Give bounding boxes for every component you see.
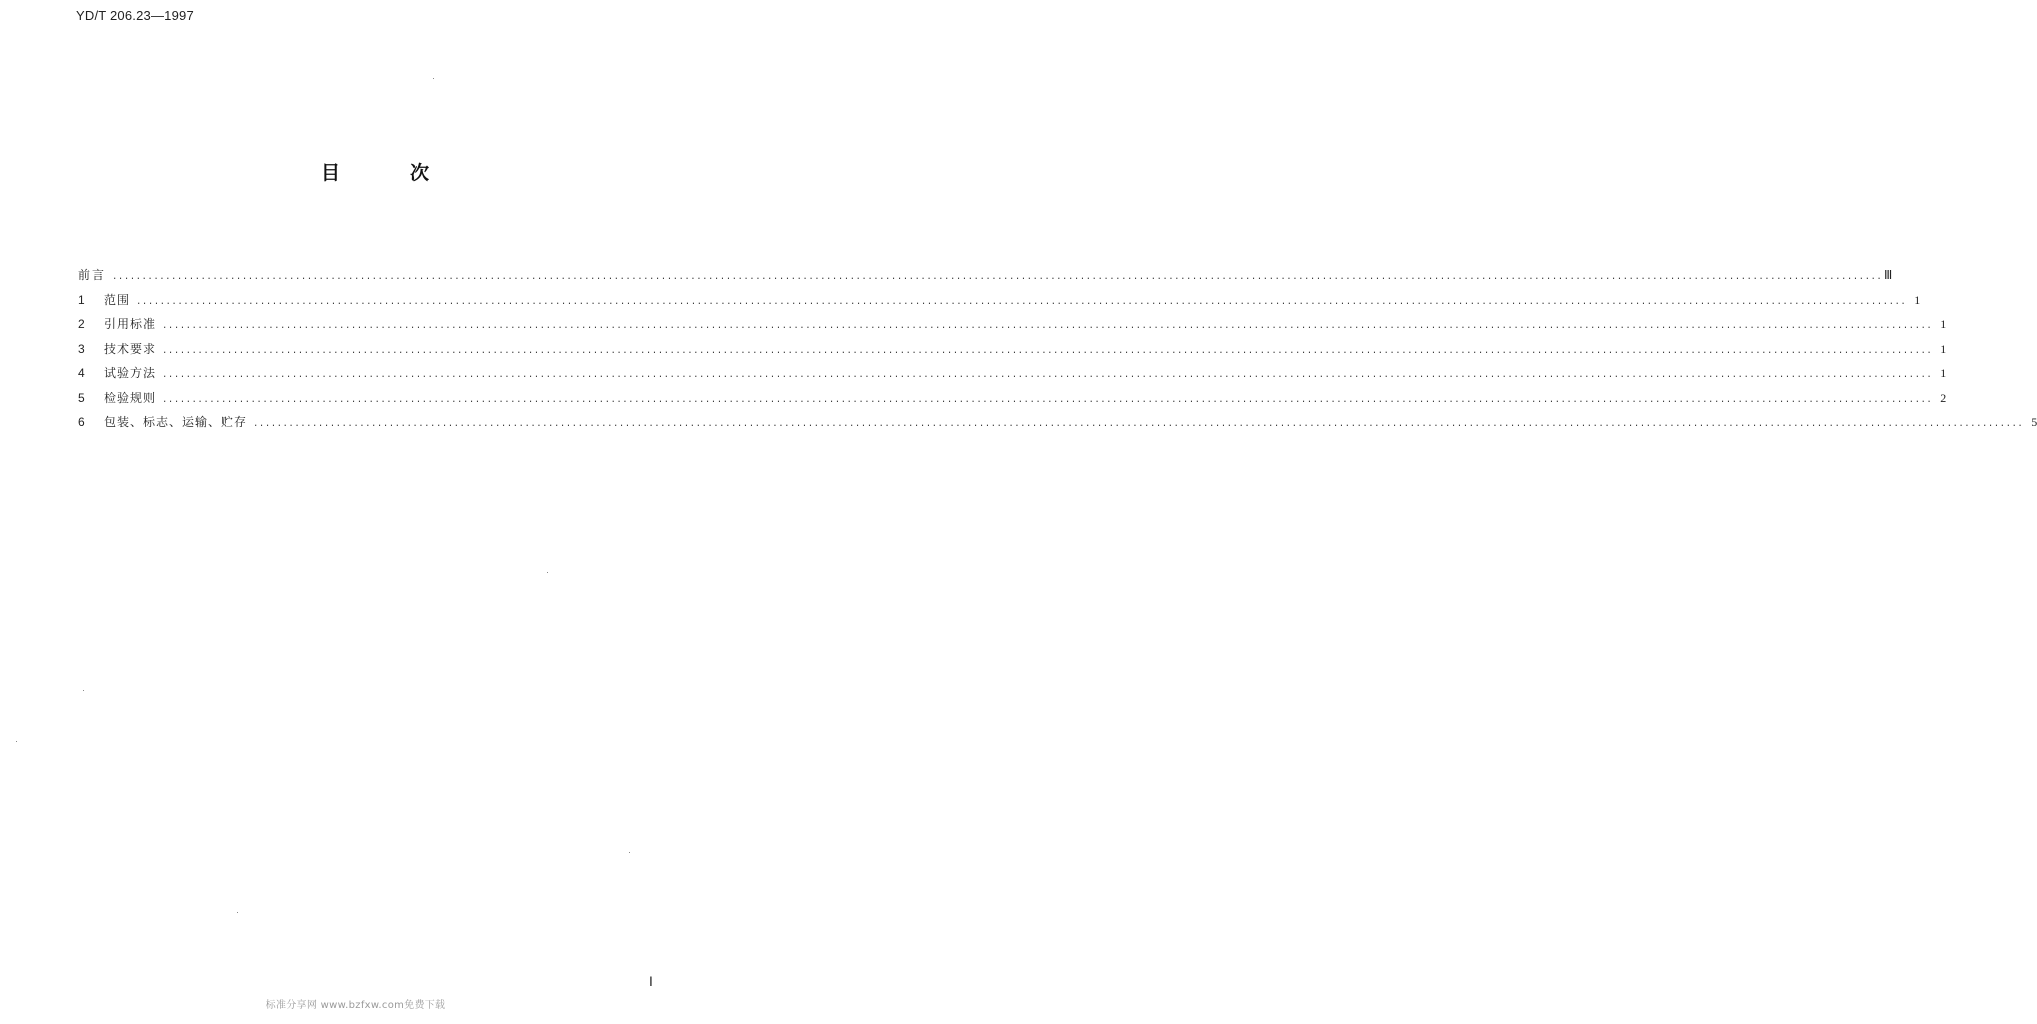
toc-dot-leader: ............................................................................................................................................................................................................................................................................................................	[136, 296, 1907, 307]
toc-entry-test-methods[interactable]	[78, 364, 1947, 389]
page-number: Ⅰ	[649, 974, 653, 989]
scan-speck	[547, 572, 548, 573]
toc-entry-number: 6	[78, 415, 85, 429]
toc-entry-number: 2	[78, 317, 85, 331]
toc-dot-leader: ............................................................................................................................................................................................................................................................................................................	[162, 345, 1933, 356]
page-title	[0, 158, 711, 188]
toc-entry-page: 1	[1940, 341, 1947, 356]
toc-entry-normative-references[interactable]	[78, 315, 1947, 340]
toc-entry-page: 1	[1940, 317, 1947, 331]
toc-entry-scope[interactable]	[78, 291, 1921, 316]
toc-entry-title: 前言	[78, 268, 107, 282]
toc-entry-preface[interactable]	[78, 266, 1893, 291]
table-of-contents	[78, 266, 2037, 438]
toc-entry-number: 1	[78, 292, 85, 307]
scan-speck	[433, 78, 434, 79]
toc-entry-packaging[interactable]	[78, 413, 2037, 438]
toc-entry-page: 2	[1940, 390, 1947, 405]
scan-speck	[629, 852, 630, 853]
toc-entry-title: 引用标准	[104, 317, 157, 331]
toc-entry-page: 5	[2031, 415, 2037, 429]
toc-entry-inspection-rules[interactable]	[78, 389, 1947, 414]
toc-dot-leader: ............................................................................................................................................................................................................................................................................................................	[162, 321, 1933, 331]
standard-code-header: YD/T 206.23—1997	[76, 8, 194, 23]
toc-entry-title: 技术要求	[104, 341, 157, 356]
toc-entry-title: 包装、标志、运输、贮存	[104, 415, 248, 429]
page-title-char-2: 次	[410, 162, 430, 184]
toc-entry-title: 检验规则	[104, 390, 157, 405]
toc-entry-page: 1	[1940, 366, 1947, 380]
toc-dot-leader: ............................................................................................................................................................................................................................................................................................................	[162, 394, 1933, 405]
scan-speck	[16, 741, 17, 742]
toc-entry-technical-requirements[interactable]	[78, 340, 1947, 365]
scan-speck	[83, 690, 84, 691]
toc-entry-number: 4	[78, 366, 85, 380]
toc-dot-leader: ............................................................................................................................................................................................................................................................................................................	[112, 272, 1883, 282]
toc-entry-title: 范围	[104, 292, 131, 307]
toc-entry-page: 1	[1914, 292, 1921, 307]
watermark-footer: 标准分享网 www.bzfxw.com免费下载	[265, 1000, 446, 1011]
toc-entry-number: 3	[78, 341, 85, 356]
toc-dot-leader: ............................................................................................................................................................................................................................................................................................................	[162, 370, 1933, 380]
page-title-char-1: 目	[321, 162, 341, 184]
toc-entry-number: 5	[78, 390, 85, 405]
scan-speck	[237, 912, 238, 913]
toc-entry-page: Ⅲ	[1884, 268, 1893, 282]
toc-entry-title: 试验方法	[104, 366, 157, 380]
toc-dot-leader: ............................................................................................................................................................................................................................................................................................................	[253, 419, 2024, 429]
